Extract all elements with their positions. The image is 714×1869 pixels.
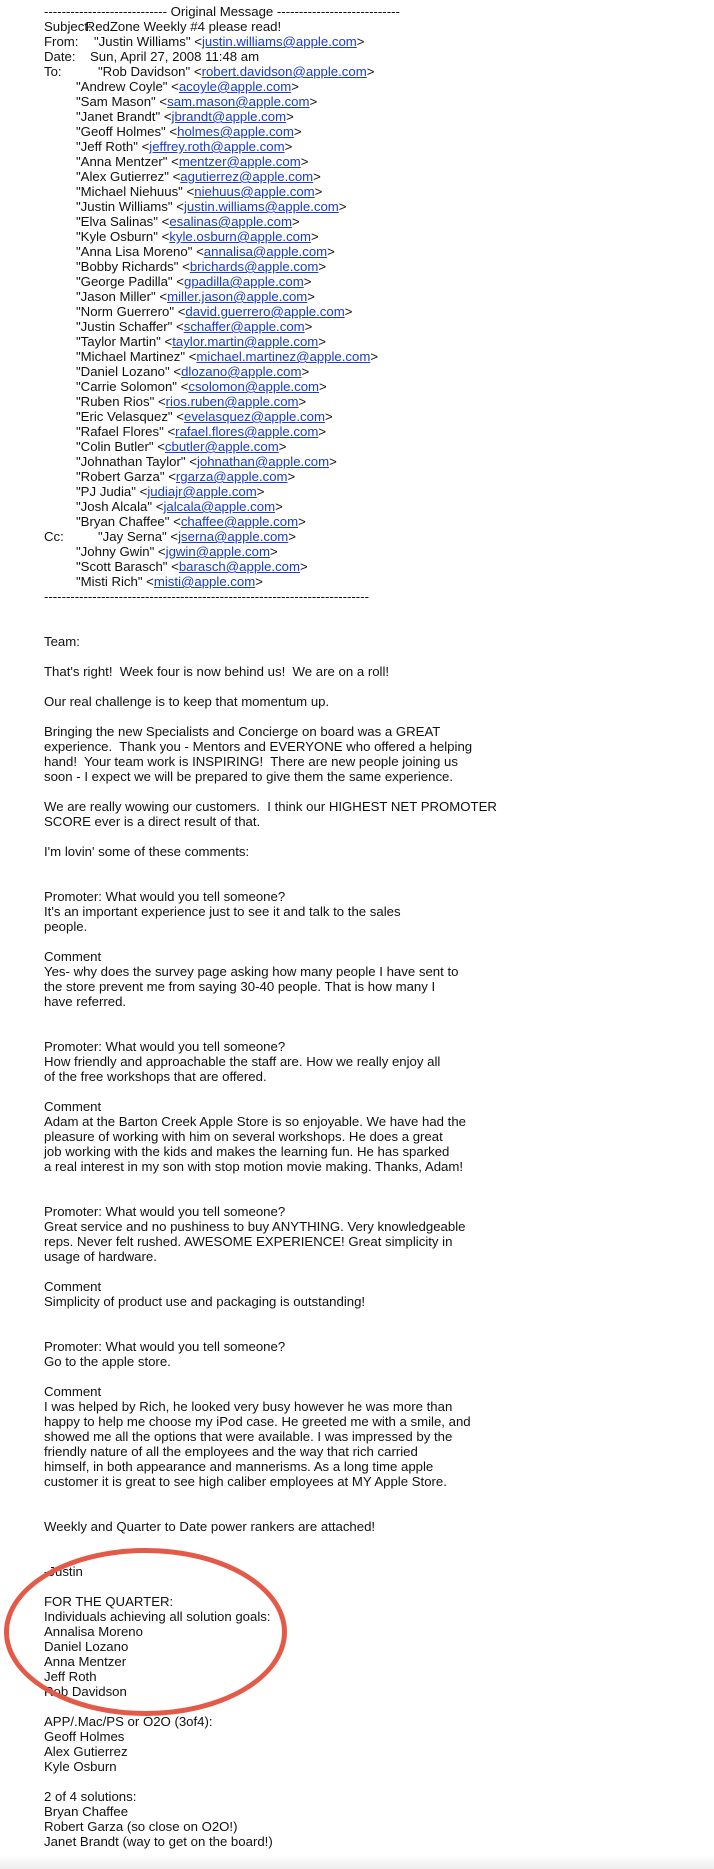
recipient-name: "Johnathan Taylor"	[76, 454, 186, 469]
feedback-list	[44, 874, 684, 1504]
recipient-name: "Anna Lisa Moreno"	[76, 244, 193, 259]
recipient-name: "Justin Williams"	[76, 199, 173, 214]
paragraph-onboarding-line: soon - I expect we will be prepared to give them the same experience.	[44, 769, 454, 784]
recipient-name: "Janet Brandt"	[76, 109, 161, 124]
recipient-row: "Michael Niehuus" <niehuus@apple.com>	[44, 184, 684, 199]
recipient-row: "Justin Schaffer" <schaffer@apple.com>	[44, 319, 684, 334]
comment-text-line: have referred.	[44, 994, 127, 1009]
comment-text-line: himself, in both appearance and mannerisms. As a long time apple	[44, 1459, 434, 1474]
recipient-email-link[interactable]: rafael.flores@apple.com	[175, 424, 319, 439]
comment-label: Comment	[44, 949, 102, 964]
recipient-email-link[interactable]: judiajr@apple.com	[147, 484, 257, 499]
recipient-row: "Misti Rich" <misti@apple.com>	[44, 574, 684, 589]
highlight-ellipse	[4, 1548, 287, 1716]
recipient-row: "Alex Gutierrez" <agutierrez@apple.com>	[44, 169, 684, 184]
quarter-heading: FOR THE QUARTER:	[44, 1594, 174, 1609]
recipient-row: "Justin Williams" <justin.williams@apple.com>	[44, 199, 684, 214]
recipient-row: Cc: "Jay Serna" <jserna@apple.com>	[44, 529, 296, 544]
recipient-email-link[interactable]: jalcala@apple.com	[163, 499, 276, 514]
recipient-email-link[interactable]: mentzer@apple.com	[178, 154, 301, 169]
recipient-name: "Bryan Chaffee"	[76, 514, 170, 529]
recipient-name: "Jay Serna"	[98, 529, 167, 544]
person-name: Janet Brandt (way to get on the board!)	[44, 1834, 273, 1849]
subject-label: Subject:	[44, 19, 92, 34]
paragraph-onboarding-line: hand! Your team work is INSPIRING! There are new people joining us	[44, 754, 458, 769]
recipient-email-link[interactable]: jserna@apple.com	[178, 529, 289, 544]
recipient-name: "Josh Alcala"	[76, 499, 153, 514]
person-name: Robert Garza (so close on O2O!)	[44, 1819, 238, 1834]
recipient-name: "Anna Mentzer"	[76, 154, 168, 169]
recipient-email-link[interactable]: annalisa@apple.com	[203, 244, 328, 259]
recipient-email-link[interactable]: cbutler@apple.com	[164, 439, 279, 454]
promoter-text-line: people.	[44, 919, 88, 934]
app-heading: APP/.Mac/PS or O2O (3of4):	[44, 1714, 213, 1729]
paragraph-nps-line: SCORE ever is a direct result of that.	[44, 814, 261, 829]
recipient-email-link[interactable]: dlozano@apple.com	[181, 364, 302, 379]
comment-text-line: friendly nature of all the employees and the way that rich carried	[44, 1444, 418, 1459]
recipient-row: "Robert Garza" <rgarza@apple.com>	[44, 469, 684, 484]
recipient-row: "Kyle Osburn" <kyle.osburn@apple.com>	[44, 229, 684, 244]
recipient-name: "Justin Schaffer"	[76, 319, 173, 334]
promoter-label: Promoter: What would you tell someone?	[44, 1039, 286, 1054]
recipient-email-link[interactable]: jeffrey.roth@apple.com	[149, 139, 285, 154]
subject-row	[44, 19, 684, 34]
recipient-row: "Carrie Solomon" <csolomon@apple.com>	[44, 379, 684, 394]
comment-text-line: job working with the kids and makes the learning fun. He has sparked	[44, 1144, 450, 1159]
recipient-row: "Taylor Martin" <taylor.martin@apple.com>	[44, 334, 684, 349]
recipient-email-link[interactable]: evelasquez@apple.com	[183, 409, 325, 424]
recipient-email-link[interactable]: jgwin@apple.com	[165, 544, 270, 559]
person-name: Geoff Holmes	[44, 1729, 125, 1744]
paragraph-comments-intro: I'm lovin' some of these comments:	[44, 844, 250, 859]
recipient-row: "Johny Gwin" <jgwin@apple.com>	[44, 544, 684, 559]
comment-text-line: Simplicity of product use and packaging is outstanding!	[44, 1294, 366, 1309]
recipient-email-link[interactable]: esalinas@apple.com	[169, 214, 292, 229]
recipient-row: "Bobby Richards" <brichards@apple.com>	[44, 259, 684, 274]
recipient-name: "George Padilla"	[76, 274, 173, 289]
recipient-name: "Scott Barasch"	[76, 559, 168, 574]
recipient-email-link[interactable]: taylor.martin@apple.com	[172, 334, 319, 349]
recipient-email-link[interactable]: holmes@apple.com	[177, 124, 294, 139]
recipient-name: "Misti Rich"	[76, 574, 143, 589]
recipient-row: "Sam Mason" <sam.mason@apple.com>	[44, 94, 684, 109]
recipient-name: "Rob Davidson"	[98, 64, 191, 79]
paragraph-nps-line: We are really wowing our customers. I think our HIGHEST NET PROMOTER	[44, 799, 497, 814]
promoter-text-line: How friendly and approachable the staff are. How we really enjoy all	[44, 1054, 441, 1069]
from-name: "Justin Williams"	[94, 34, 191, 49]
recipient-email-link[interactable]: jbrandt@apple.com	[171, 109, 287, 124]
recipient-row: "Elva Salinas" <esalinas@apple.com>	[44, 214, 684, 229]
recipient-email-link[interactable]: chaffee@apple.com	[180, 514, 299, 529]
paragraph-onboarding-line: Bringing the new Specialists and Concierge on board was a GREAT	[44, 724, 441, 739]
recipient-email-link[interactable]: niehuus@apple.com	[194, 184, 315, 199]
recipient-row: "Janet Brandt" <jbrandt@apple.com>	[44, 109, 684, 124]
recipient-row: "Geoff Holmes" <holmes@apple.com>	[44, 124, 684, 139]
person-name: Bryan Chaffee	[44, 1804, 129, 1819]
person-name: Daniel Lozano	[44, 1639, 129, 1654]
comment-text-line: pleasure of working with him on several workshops. He does a great	[44, 1129, 443, 1144]
recipient-name: "Andrew Coyle"	[76, 79, 168, 94]
promoter-text-line: reps. Never felt rushed. AWESOME EXPERIENCE! Great simplicity in	[44, 1234, 453, 1249]
recipient-row: "Rafael Flores" <rafael.flores@apple.com>	[44, 424, 684, 439]
recipient-name: "Michael Niehuus"	[76, 184, 183, 199]
paragraph-onboarding-line: experience. Thank you - Mentors and EVERYONE who offered a helping	[44, 739, 473, 754]
recipient-name: "Taylor Martin"	[76, 334, 161, 349]
recipient-email-link[interactable]: misti@apple.com	[153, 574, 256, 589]
two-solutions-heading: 2 of 4 solutions:	[44, 1789, 137, 1804]
recipient-name: "Sam Mason"	[76, 94, 156, 109]
recipient-row: "George Padilla" <gpadilla@apple.com>	[44, 274, 684, 289]
cc-recipients	[44, 529, 684, 589]
recipient-row: To: "Rob Davidson" <robert.davidson@apple.com>	[44, 64, 375, 79]
bottom-edge	[0, 1855, 714, 1869]
promoter-text-line: of the free workshops that are offered.	[44, 1069, 267, 1084]
recipient-email-link[interactable]: barasch@apple.com	[178, 559, 300, 574]
cc-label: Cc:	[44, 529, 64, 544]
paragraph-momentum: Our real challenge is to keep that momentum up.	[44, 694, 330, 709]
promoter-label: Promoter: What would you tell someone?	[44, 889, 286, 904]
recipient-name: "Robert Garza"	[76, 469, 165, 484]
recipient-email-link[interactable]: acoyle@apple.com	[178, 79, 292, 94]
recipient-email-link[interactable]: rios.ruben@apple.com	[165, 394, 299, 409]
recipient-row: "Johnathan Taylor" <johnathan@apple.com>	[44, 454, 684, 469]
recipient-row: "Josh Alcala" <jalcala@apple.com>	[44, 499, 684, 514]
recipient-name: "Carrie Solomon"	[76, 379, 177, 394]
person-name: Rob Davidson	[44, 1684, 127, 1699]
recipient-name: "PJ Judia"	[76, 484, 136, 499]
all-goals-heading: Individuals achieving all solution goals:	[44, 1609, 271, 1624]
recipient-row: "Anna Lisa Moreno" <annalisa@apple.com>	[44, 244, 684, 259]
recipient-name: "Ruben Rios"	[76, 394, 155, 409]
recipient-row: "Andrew Coyle" <acoyle@apple.com>	[44, 79, 684, 94]
recipient-name: "Michael Martinez"	[76, 349, 186, 364]
recipient-name: "Colin Butler"	[76, 439, 154, 454]
recipient-email-link[interactable]: schaffer@apple.com	[183, 319, 305, 334]
recipient-name: "Jason Miller"	[76, 289, 156, 304]
recipient-name: "Rafael Flores"	[76, 424, 164, 439]
recipient-row: "Bryan Chaffee" <chaffee@apple.com>	[44, 514, 684, 529]
comment-text-line: happy to help me choose my iPod case. He greeted me with a smile, and	[44, 1414, 471, 1429]
subject-value: RedZone Weekly #4 please read!	[85, 19, 282, 34]
comment-text-line: Yes- why does the survey page asking how many people I have sent to	[44, 964, 459, 979]
recipient-email-link[interactable]: rgarza@apple.com	[175, 469, 288, 484]
person-name: Anna Mentzer	[44, 1654, 127, 1669]
recipient-name: "Eric Velasquez"	[76, 409, 173, 424]
comment-text-line: the store prevent me from saying 30-40 people. That is how many I	[44, 979, 436, 994]
recipient-name: "Norm Guerrero"	[76, 304, 175, 319]
promoter-text-line: Go to the apple store.	[44, 1354, 171, 1369]
person-name: Alex Gutierrez	[44, 1744, 128, 1759]
person-name: Jeff Roth	[44, 1669, 97, 1684]
comment-label: Comment	[44, 1279, 102, 1294]
two-solutions-list	[44, 1804, 684, 1849]
recipient-email-link[interactable]: miller.jason@apple.com	[167, 289, 308, 304]
recipient-name: "Daniel Lozano"	[76, 364, 170, 379]
recipient-row: "Anna Mentzer" <mentzer@apple.com>	[44, 154, 684, 169]
recipient-row: "Colin Butler" <cbutler@apple.com>	[44, 439, 684, 454]
recipient-name: "Bobby Richards"	[76, 259, 179, 274]
comment-text-line: I was helped by Rich, he looked very busy however he was more than	[44, 1399, 453, 1414]
recipient-name: "Jeff Roth"	[76, 139, 138, 154]
recipient-email-link[interactable]: david.guerrero@apple.com	[185, 304, 345, 319]
promoter-text-line: Great service and no pushiness to buy ANYTHING. Very knowledgeable	[44, 1219, 466, 1234]
recipient-name: "Johny Gwin"	[76, 544, 155, 559]
recipient-email-link[interactable]: gpadilla@apple.com	[183, 274, 304, 289]
recipient-row: "Scott Barasch" <barasch@apple.com>	[44, 559, 684, 574]
recipient-email-link[interactable]: johnathan@apple.com	[196, 454, 330, 469]
date-label: Date:	[44, 49, 76, 64]
recipient-row: "Jeff Roth" <jeffrey.roth@apple.com>	[44, 139, 684, 154]
comment-text-line: a real interest in my son with stop motion movie making. Thanks, Adam!	[44, 1159, 464, 1174]
promoter-text-line: It's an important experience just to see it and talk to the sales	[44, 904, 401, 919]
recipient-name: "Elva Salinas"	[76, 214, 158, 229]
recipient-row: "Eric Velasquez" <evelasquez@apple.com>	[44, 409, 684, 424]
comment-text-line: showed me all the options that were available. I was impressed by the	[44, 1429, 453, 1444]
recipient-email-link[interactable]: robert.davidson@apple.com	[201, 64, 367, 79]
recipient-row: "Michael Martinez" <michael.martinez@apple.com>	[44, 349, 684, 364]
recipient-name: "Geoff Holmes"	[76, 124, 166, 139]
from-row: From: "Justin Williams" <justin.williams@apple.com>	[44, 34, 365, 49]
signature: -Justin	[44, 1564, 83, 1579]
person-name: Annalisa Moreno	[44, 1624, 143, 1639]
comment-text-line: Adam at the Barton Creek Apple Store is so enjoyable. We have had the	[44, 1114, 467, 1129]
recipient-email-link[interactable]: kyle.osburn@apple.com	[169, 229, 311, 244]
promoter-label: Promoter: What would you tell someone?	[44, 1204, 286, 1219]
separator-top: ---------------------------- Original Message ----------------------------	[44, 4, 400, 19]
person-name: Kyle Osburn	[44, 1759, 117, 1774]
recipient-email-link[interactable]: csolomon@apple.com	[188, 379, 320, 394]
recipient-row: "Norm Guerrero" <david.guerrero@apple.com>	[44, 304, 684, 319]
recipient-name: "Alex Gutierrez"	[76, 169, 169, 184]
date-row	[44, 49, 684, 64]
comment-label: Comment	[44, 1099, 102, 1114]
from-label: From:	[44, 34, 79, 49]
recipient-email-link[interactable]: justin.williams@apple.com	[183, 199, 339, 214]
recipient-row: "Jason Miller" <miller.jason@apple.com>	[44, 289, 684, 304]
rankers-note: Weekly and Quarter to Date power rankers are attached!	[44, 1519, 376, 1534]
paragraph-week-four: That's right! Week four is now behind us! We are on a roll!	[44, 664, 390, 679]
recipient-row: "PJ Judia" <judiajr@apple.com>	[44, 484, 684, 499]
date-value: Sun, April 27, 2008 11:48 am	[90, 49, 260, 64]
recipient-email-link[interactable]: sam.mason@apple.com	[167, 94, 310, 109]
promoter-label: Promoter: What would you tell someone?	[44, 1339, 286, 1354]
recipient-row: "Ruben Rios" <rios.ruben@apple.com>	[44, 394, 684, 409]
recipient-name: "Kyle Osburn"	[76, 229, 158, 244]
promoter-text-line: usage of hardware.	[44, 1249, 157, 1264]
to-label: To:	[44, 64, 62, 79]
recipient-row: "Daniel Lozano" <dlozano@apple.com>	[44, 364, 684, 379]
app-names-list	[44, 1729, 684, 1774]
separator-bottom: --------------------------------------------------------------------------	[44, 589, 369, 604]
to-recipients	[44, 64, 684, 529]
comment-text-line: customer it is great to see high caliber employees at MY Apple Store.	[44, 1474, 447, 1489]
recipient-email-link[interactable]: michael.martinez@apple.com	[196, 349, 371, 364]
from-email-link[interactable]: justin.williams@apple.com	[201, 34, 357, 49]
comment-label: Comment	[44, 1384, 102, 1399]
greeting: Team:	[44, 634, 80, 649]
recipient-email-link[interactable]: agutierrez@apple.com	[180, 169, 314, 184]
recipient-email-link[interactable]: brichards@apple.com	[189, 259, 319, 274]
